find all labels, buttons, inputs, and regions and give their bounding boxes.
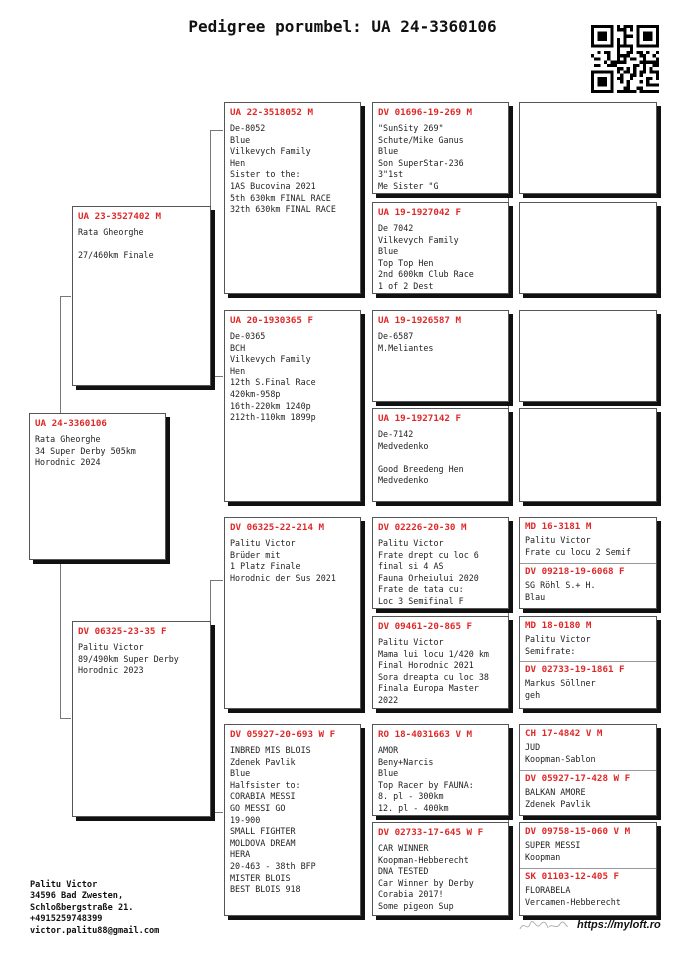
pigeon-card-grandsire-maternal bbox=[224, 517, 361, 709]
pigeon-details: Palitu Victor Mama lui locu 1/420 km Final Horodnic 2021 Sora dreapta cu loc 38 Finala Europa Master 2022 bbox=[378, 637, 489, 705]
ring-number: UA 20-1930365 F bbox=[230, 315, 313, 326]
ring-number: DV 05927-17-428 W F bbox=[525, 773, 631, 784]
pigeon-card-empty bbox=[519, 202, 657, 294]
pigeon-details: De 7042 Vilkevych Family Blue Top Top Hen 2nd 600km Club Race 1 of 2 Dest bbox=[378, 223, 474, 291]
signature-logo bbox=[518, 918, 570, 934]
pigeon-details: Palitu Victor Brüder mit 1 Platz Finale Horodnic der Sus 2021 bbox=[230, 538, 336, 583]
pigeon-details: De-0365 BCH Vilkevych Family Hen 12th S.Final Race 420km-958p 16th-220km 1240p 212th-110km 1899p bbox=[230, 331, 316, 423]
pigeon-card-gg-6 bbox=[372, 616, 509, 709]
pigeon-card-subject bbox=[29, 413, 166, 560]
pigeon-details: De-7142 Medvedenko Good Breedeng Hen Medvedenko bbox=[378, 429, 464, 486]
card-divider bbox=[520, 770, 656, 771]
pigeon-card-gg-1 bbox=[372, 102, 509, 194]
pigeon-card-granddam-maternal bbox=[224, 724, 361, 916]
owner-name: Palitu Victor bbox=[30, 880, 98, 890]
ring-number: UA 22-3518052 M bbox=[230, 107, 313, 118]
owner-phone: +4915259748399 bbox=[30, 914, 103, 925]
page-title: Pedigree porumbel: UA 24-3360106 bbox=[188, 17, 497, 36]
pigeon-details: Rata Gheorghe 27/460km Finale bbox=[78, 227, 154, 261]
ring-number: MD 16-3181 M bbox=[525, 521, 592, 532]
connector-line bbox=[60, 296, 71, 297]
ring-number: UA 19-1926587 M bbox=[378, 315, 461, 326]
pigeon-details: De-8052 Blue Vilkevych Family Hen Sister to the: 1AS Bucovina 2021 5th 630km FINAL RACE 32th 630km FINAL RACE bbox=[230, 123, 336, 215]
ring-number: UA 19-1927042 F bbox=[378, 207, 461, 218]
ring-number: DV 09218-19-6068 F bbox=[525, 566, 625, 577]
pigeon-card-grandsire-paternal bbox=[224, 102, 361, 294]
pigeon-card-gen4-pair bbox=[519, 724, 657, 816]
pigeon-card-dam bbox=[72, 621, 211, 817]
pigeon-details: JUD Koopman-Sablon bbox=[525, 742, 596, 764]
pigeon-card-gg-3 bbox=[372, 310, 509, 402]
pigeon-details: "SunSity 269" Schute/Mike Ganus Blue Son SuperStar-236 3"1st Me Sister "G bbox=[378, 123, 464, 191]
pigeon-card-gen4-pair bbox=[519, 616, 657, 709]
pigeon-card-gg-5 bbox=[372, 517, 509, 609]
ring-number: UA 19-1927142 F bbox=[378, 413, 461, 424]
owner-address-line: Schloßbergstraße 21. bbox=[30, 902, 134, 913]
pigeon-details: Rata Gheorghe 34 Super Derby 505km Horodnic 2024 bbox=[35, 434, 136, 468]
pigeon-details: SG Röhl S.+ H. Blau bbox=[525, 580, 596, 602]
pigeon-details: AMOR Beny+Narcis Blue Top Racer by FAUNA: 8. pl - 300km 12. pl - 400km bbox=[378, 745, 474, 813]
ring-number: DV 05927-20-693 W F bbox=[230, 729, 336, 740]
ring-number: DV 06325-23-35 F bbox=[78, 626, 167, 637]
pigeon-card-granddam-paternal bbox=[224, 310, 361, 502]
pigeon-details: Markus Söllner geh bbox=[525, 678, 596, 700]
pigeon-details: Palitu Victor Frate drept cu loc 6 final si 4 AS Fauna Orheiului 2020 Frate de tata cu: Loc 3 Semifinal F bbox=[378, 538, 479, 606]
pigeon-details: Palitu Victor 89/490km Super Derby Horodnic 2023 bbox=[78, 642, 179, 676]
pigeon-details: SUPER MESSI Koopman bbox=[525, 840, 581, 862]
ring-number: MD 18-0180 M bbox=[525, 620, 592, 631]
ring-number: DV 09461-20-865 F bbox=[378, 621, 473, 632]
ring-number: RO 18-4031663 V M bbox=[378, 729, 473, 740]
pigeon-details: INBRED MIS BLOIS Zdenek Pavlik Blue Halfsister to: CORABIA MESSI GO MESSI GO 19-900 SMALL FIGHTER MOLDOVA DREAM HERA 20-463 - 38th BFP MISTER BLOIS BEST BLOIS 918 bbox=[230, 745, 316, 895]
connector-line bbox=[210, 812, 223, 813]
ring-number: DV 02226-20-30 M bbox=[378, 522, 467, 533]
ring-number: DV 02733-17-645 W F bbox=[378, 827, 484, 838]
pigeon-card-sire bbox=[72, 206, 211, 386]
pigeon-card-empty bbox=[519, 310, 657, 402]
pigeon-card-gen4-pair bbox=[519, 517, 657, 609]
pigeon-card-gg-2 bbox=[372, 202, 509, 294]
ring-number: UA 23-3527402 M bbox=[78, 211, 161, 222]
website-link[interactable]: https://myloft.ro bbox=[577, 919, 661, 931]
pigeon-card-empty bbox=[519, 102, 657, 194]
ring-number: CH 17-4842 V M bbox=[525, 728, 603, 739]
pigeon-details: CAR WINNER Koopman-Hebberecht DNA TESTED Car Winner by Derby Corabia 2017! Some pigeon Sup bbox=[378, 843, 474, 911]
ring-number: DV 09758-15-060 V M bbox=[525, 826, 631, 837]
pigeon-card-gg-8 bbox=[372, 822, 509, 916]
connector-line bbox=[60, 718, 71, 719]
ring-number: DV 01696-19-269 M bbox=[378, 107, 473, 118]
ring-number: SK 01103-12-405 F bbox=[525, 871, 620, 882]
pigeon-card-gg-4 bbox=[372, 408, 509, 502]
card-divider bbox=[520, 868, 656, 869]
pigeon-details: BALKAN AMORE Zdenek Pavlik bbox=[525, 787, 591, 809]
card-divider bbox=[520, 563, 656, 564]
owner-email[interactable]: victor.palitu88@gmail.com bbox=[30, 925, 160, 936]
owner-contact bbox=[30, 880, 159, 937]
pigeon-card-empty bbox=[519, 408, 657, 502]
connector-line bbox=[210, 130, 223, 131]
pigeon-details: Palitu Victor Semifrate: bbox=[525, 634, 591, 656]
pigeon-card-gen4-pair bbox=[519, 822, 657, 916]
card-divider bbox=[520, 661, 656, 662]
ring-number: DV 02733-19-1861 F bbox=[525, 664, 625, 675]
connector-line bbox=[210, 580, 223, 581]
connector-line bbox=[210, 376, 223, 377]
pigeon-details: Palitu Victor Frate cu locu 2 Semif bbox=[525, 535, 631, 557]
pigeon-details: FLORABELA Vercamen-Hebberecht bbox=[525, 885, 621, 907]
owner-address-line: 34596 Bad Zwesten, bbox=[30, 891, 124, 902]
pigeon-details: De-6587 M.Meliantes bbox=[378, 331, 434, 353]
qr-code bbox=[591, 25, 659, 93]
pigeon-card-gg-7 bbox=[372, 724, 509, 816]
ring-number: DV 06325-22-214 M bbox=[230, 522, 325, 533]
ring-number: UA 24-3360106 bbox=[35, 418, 107, 429]
